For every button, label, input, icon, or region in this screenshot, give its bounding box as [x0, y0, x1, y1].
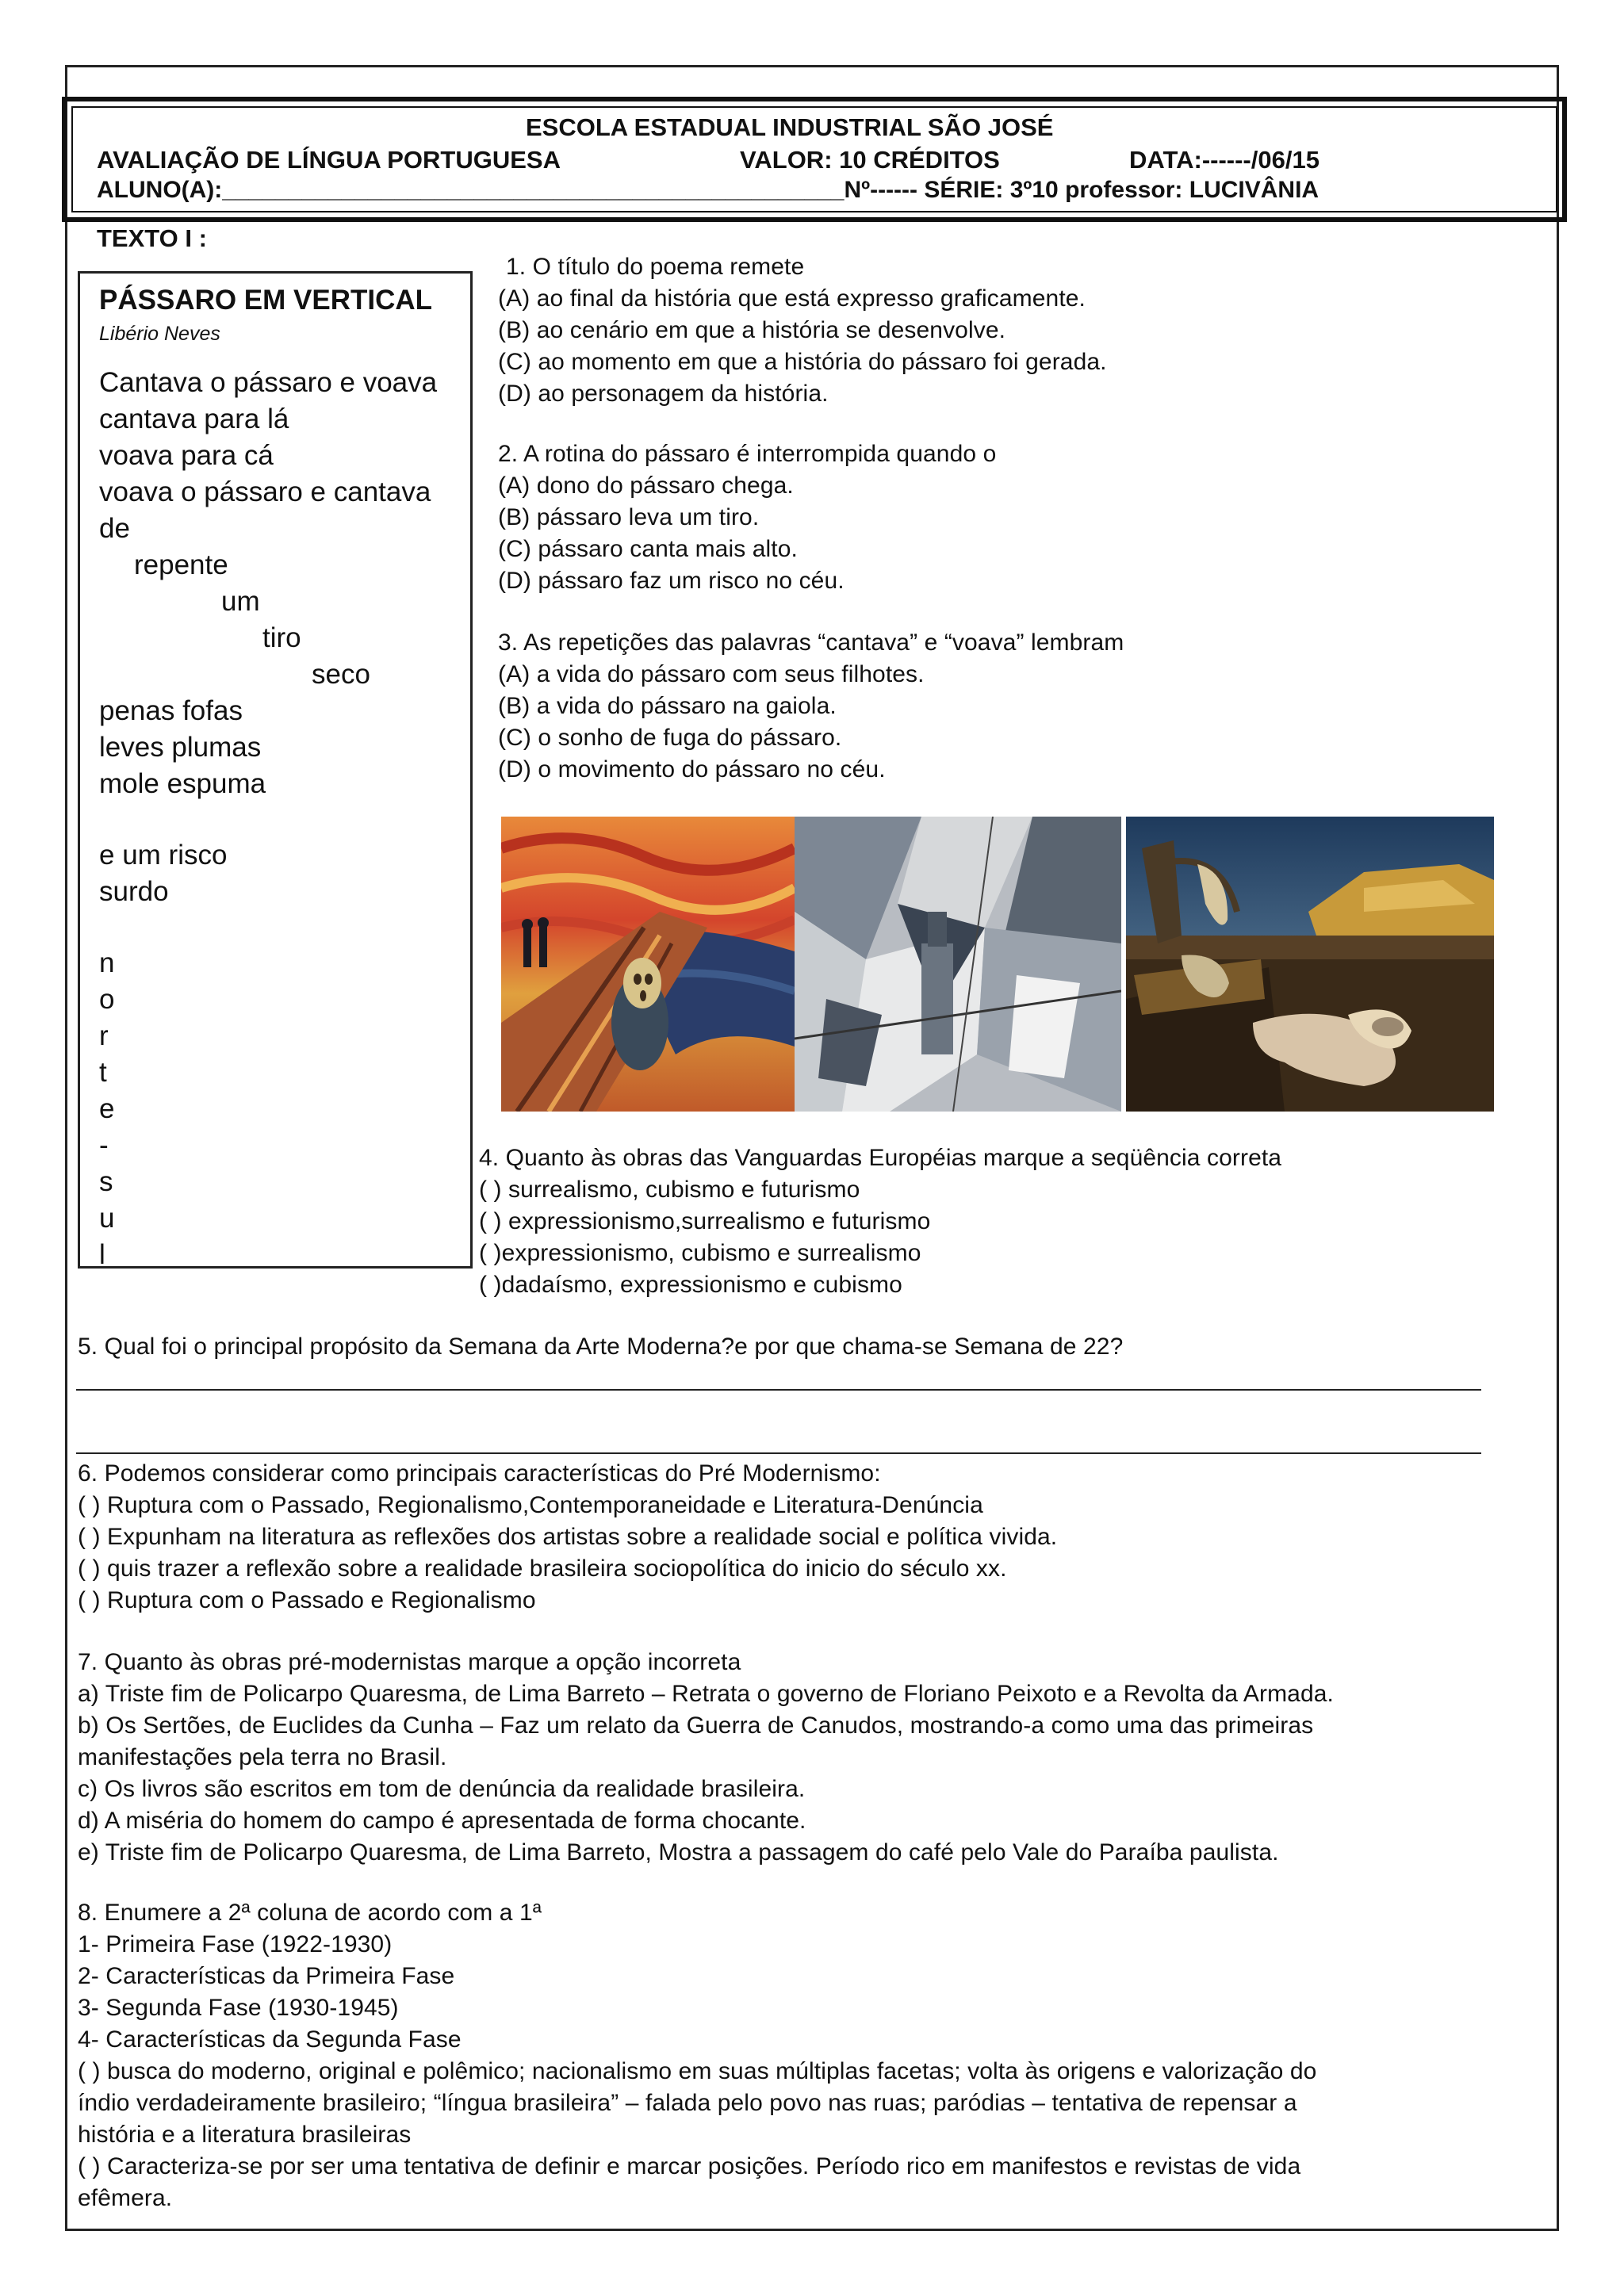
- poem-line: -: [99, 1130, 109, 1161]
- student-field: ALUNO(A):_______________________________________________Nº------ SÉRIE: 3º10 professor: LUCIVÂNIA: [97, 177, 1320, 203]
- q8-line: efêmera.: [78, 2185, 173, 2211]
- cubist-painting-icon: [795, 817, 1121, 1112]
- q7-line: a) Triste fim de Policarpo Quaresma, de Lima Barreto – Retrata o governo de Floriano Peixoto e a Revolta da Armada.: [78, 1681, 1334, 1707]
- q1-option: (C) ao momento em que a história do pássaro foi gerada.: [498, 349, 1107, 375]
- q7-line: d) A miséria do homem do campo é apresentada de forma chocante.: [78, 1808, 806, 1834]
- poem-line: t: [99, 1057, 107, 1088]
- text-label: TEXTO I :: [97, 224, 207, 252]
- answer-line[interactable]: [76, 1389, 1481, 1391]
- q7-line: e) Triste fim de Policarpo Quaresma, de Lima Barreto, Mostra a passagem do café pelo Vale do Paraíba paulista.: [78, 1839, 1279, 1866]
- poem-line: voava para cá: [99, 440, 274, 471]
- q2-option: (B) pássaro leva um tiro.: [498, 504, 760, 530]
- q2-option: (A) dono do pássaro chega.: [498, 473, 794, 499]
- q3-option: (D) o movimento do pássaro no céu.: [498, 756, 886, 783]
- q8-line[interactable]: ( ) Caracteriza-se por ser uma tentativa de definir e marcar posições. Período rico em manifestos e revistas de vida: [78, 2153, 1301, 2179]
- q7-line: manifestações pela terra no Brasil.: [78, 1744, 447, 1770]
- q8-line: 1- Primeira Fase (1922-1930): [78, 1931, 393, 1957]
- school-name: ESCOLA ESTADUAL INDUSTRIAL SÃO JOSÉ: [526, 113, 1054, 141]
- q1-option: (D) ao personagem da história.: [498, 381, 829, 407]
- q2-option: (D) pássaro faz um risco no céu.: [498, 568, 845, 594]
- q3-stem: 3. As repetições das palavras “cantava” e “voava” lembram: [498, 629, 1124, 656]
- q3-option: (B) a vida do pássaro na gaiola.: [498, 693, 837, 719]
- date-field: DATA:------/06/15: [1129, 146, 1320, 174]
- q4-option[interactable]: ( )expressionismo, cubismo e surrealismo: [479, 1240, 921, 1266]
- q7-line: b) Os Sertões, de Euclides da Cunha – Faz um relato da Guerra de Canudos, mostrando-a como uma das primeiras: [78, 1712, 1314, 1739]
- poem-line: e um risco: [99, 840, 228, 871]
- poem-line: penas fofas: [99, 695, 243, 726]
- q8-stem: 8. Enumere a 2ª coluna de acordo com a 1ª: [78, 1900, 542, 1926]
- q4-stem: 4. Quanto às obras das Vanguardas Européias marque a seqüência correta: [479, 1145, 1282, 1171]
- poem-line: um: [221, 586, 260, 617]
- poem-line: leves plumas: [99, 732, 262, 763]
- q5-stem: 5. Qual foi o principal propósito da Semana da Arte Moderna?e por que chama-se Semana de 22?: [78, 1334, 1124, 1360]
- q4-option[interactable]: ( )dadaísmo, expressionismo e cubismo: [479, 1272, 902, 1298]
- poem-line: seco: [312, 659, 370, 690]
- evaluation-title: AVALIAÇÃO DE LÍNGUA PORTUGUESA: [97, 146, 561, 174]
- poem-line: n: [99, 947, 115, 978]
- poem-author: Libério Neves: [99, 323, 220, 345]
- poem-line: r: [99, 1020, 109, 1051]
- q2-stem: 2. A rotina do pássaro é interrompida quando o: [498, 441, 997, 467]
- poem-line: s: [99, 1166, 113, 1197]
- q6-option[interactable]: ( ) Expunham na literatura as reflexões dos artistas sobre a realidade social e política vivida.: [78, 1524, 1058, 1550]
- poem-line: voava o pássaro e cantava: [99, 476, 431, 507]
- q8-line: 3- Segunda Fase (1930-1945): [78, 1995, 399, 2021]
- poem-line: surdo: [99, 876, 169, 907]
- poem-line: repente: [134, 549, 228, 580]
- q6-stem: 6. Podemos considerar como principais características do Pré Modernismo:: [78, 1460, 881, 1487]
- q3-option: (C) o sonho de fuga do pássaro.: [498, 725, 842, 751]
- q1-option: (A) ao final da história que está expresso graficamente.: [498, 285, 1086, 312]
- q3-option: (A) a vida do pássaro com seus filhotes.: [498, 661, 925, 687]
- answer-line[interactable]: [76, 1452, 1481, 1454]
- q4-option[interactable]: ( ) expressionismo,surrealismo e futurismo: [479, 1208, 931, 1234]
- poem-line: e: [99, 1093, 115, 1124]
- poem-line: o: [99, 984, 115, 1015]
- q6-option[interactable]: ( ) quis trazer a reflexão sobre a realidade brasileira sociopolítica do inicio do século xx.: [78, 1556, 1007, 1582]
- q1-stem: 1. O título do poema remete: [506, 254, 805, 280]
- poem-line: mole espuma: [99, 768, 266, 799]
- q6-option[interactable]: ( ) Ruptura com o Passado e Regionalismo: [78, 1587, 536, 1613]
- q8-line[interactable]: ( ) busca do moderno, original e polêmico; nacionalismo em suas múltiplas facetas; volta às origens e valorização do: [78, 2058, 1317, 2084]
- surrealist-painting-icon: [1126, 817, 1494, 1112]
- poem-line: tiro: [262, 622, 301, 653]
- value-field: VALOR: 10 CRÉDITOS: [740, 146, 1000, 174]
- poem-title: PÁSSARO EM VERTICAL: [99, 285, 433, 316]
- q8-line: índio verdadeiramente brasileiro; “língua brasileira” – falada pelo povo nas ruas; paródias – tentativa de repensar a: [78, 2090, 1297, 2116]
- poem-line: Cantava o pássaro e voava: [99, 367, 438, 398]
- q8-line: história e a literatura brasileiras: [78, 2122, 412, 2148]
- q1-option: (B) ao cenário em que a história se desenvolve.: [498, 317, 1006, 343]
- q4-option[interactable]: ( ) surrealismo, cubismo e futurismo: [479, 1177, 860, 1203]
- poem-line: l: [99, 1239, 105, 1269]
- poem-line: de: [99, 513, 130, 544]
- q8-line: 4- Características da Segunda Fase: [78, 2026, 462, 2053]
- poem-box: [78, 271, 473, 1269]
- q2-option: (C) pássaro canta mais alto.: [498, 536, 798, 562]
- q7-stem: 7. Quanto às obras pré-modernistas marque a opção incorreta: [78, 1649, 741, 1675]
- q7-line: c) Os livros são escritos em tom de denúncia da realidade brasileira.: [78, 1776, 806, 1802]
- q8-line: 2- Características da Primeira Fase: [78, 1963, 455, 1989]
- q6-option[interactable]: ( ) Ruptura com o Passado, Regionalismo,Contemporaneidade e Literatura-Denúncia: [78, 1492, 983, 1518]
- expressionist-painting-icon: [501, 817, 795, 1112]
- poem-line: cantava para lá: [99, 404, 289, 434]
- poem-line: u: [99, 1203, 115, 1234]
